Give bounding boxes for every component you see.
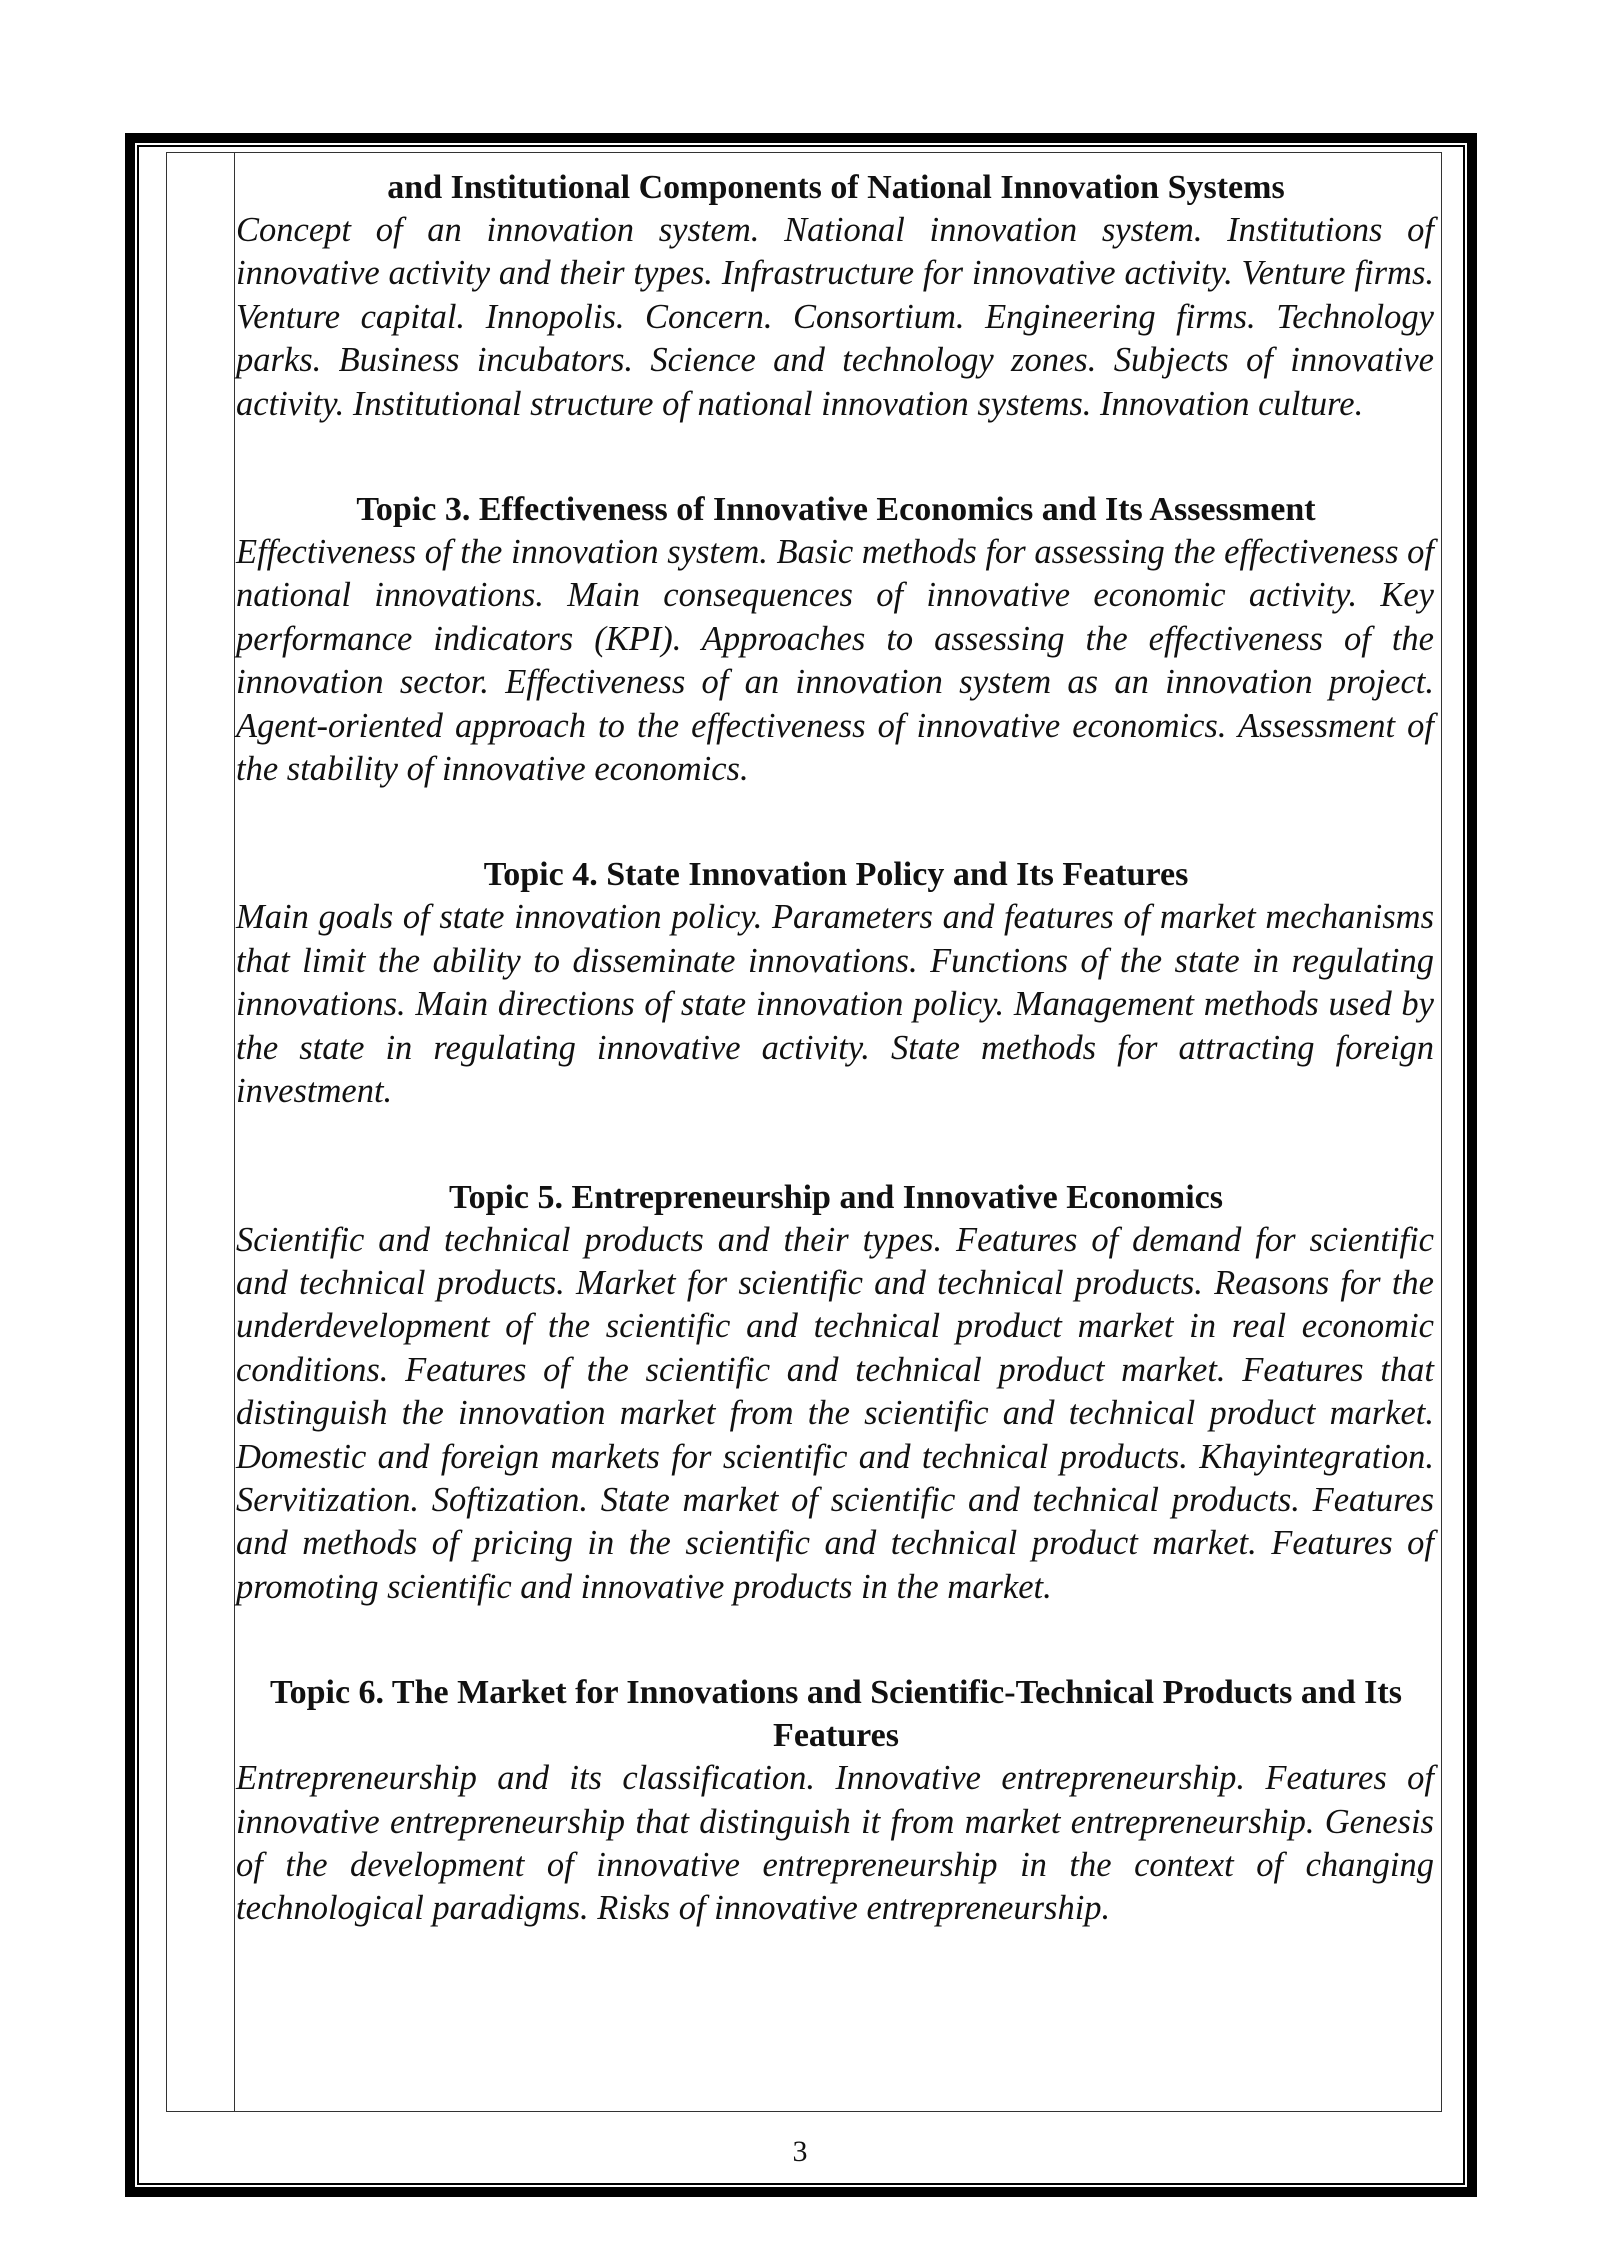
table-column-divider <box>234 152 235 2112</box>
topic-section <box>236 166 1436 426</box>
topic-section <box>236 853 1436 1113</box>
topic-body: Entrepreneurship and its classification. Innovative entrepreneurship. Features of innovative entrepreneurship that distinguish it from market entrepreneurship. Genesis of the development of innovative entrepreneurship in the context of changing technological paradigms. Risks of innovative entrepreneurship. <box>236 1759 1434 1928</box>
page-number: 3 <box>792 2135 808 2168</box>
topic-body: Effectiveness of the innovation system. Basic methods for assessing the effectiveness of national innovations. Main consequences of innovative economic activity. Key performance indicators (KPI). Approaches to assessing the effectiveness of the innovation sector. Effectiveness of an innovation system as an innovation project. Agent-oriented approach to the effectiveness of innovative economics. Assessment of the stability of innovative economics. <box>236 533 1434 789</box>
topic-title: Topic 5. Entrepreneurship and Innovative Economics <box>449 1178 1223 1216</box>
topic-title: Topic 6. The Market for Innovations and Scientific-Technical Products and Its Features <box>270 1674 1402 1755</box>
topic-title: and Institutional Components of National Innovation Systems <box>387 169 1285 206</box>
topic-body: Concept of an innovation system. National innovation system. Institutions of innovative activity and their types. Infrastructure for innovative activity. Venture firms. Venture capital. Innopolis. Concern. Consortium. Engineering firms. Technology parks. Business incubators. Science and technology zones. Subjects of innovative activity. Institutional structure of national innovation systems. Innovation culture. <box>236 211 1434 423</box>
document-content <box>236 166 1436 1931</box>
topic-section <box>236 1176 1436 1610</box>
topic-title: Topic 4. State Innovation Policy and Its Features <box>483 856 1189 894</box>
topic-title: Topic 3. Effectiveness of Innovative Economics and Its Assessment <box>356 491 1316 529</box>
topic-section <box>236 488 1436 791</box>
topic-section <box>236 1671 1436 1931</box>
topic-body: Main goals of state innovation policy. Parameters and features of market mechanisms that limit the ability to disseminate innovations. Functions of the state in regulating innovations. Main directions of state innovation policy. Management methods used by the state in regulating innovative activity. State methods for attracting foreign investment. <box>236 898 1434 1111</box>
topic-body: Scientific and technical products and their types. Features of demand for scientific and technical products. Market for scientific and technical products. Reasons for the underdevelopment of the scientific and technical product market in real economic conditions. Features of the scientific and technical product market. Features that distinguish the innovation market from the scientific and technical product market. Domestic and foreign markets for scientific and technical products. Khayintegration. Servitization. Softization. State market of scientific and technical products. Features and methods of pricing in the scientific and technical product market. Features of promoting scientific and innovative products in the market. <box>236 1220 1434 1606</box>
